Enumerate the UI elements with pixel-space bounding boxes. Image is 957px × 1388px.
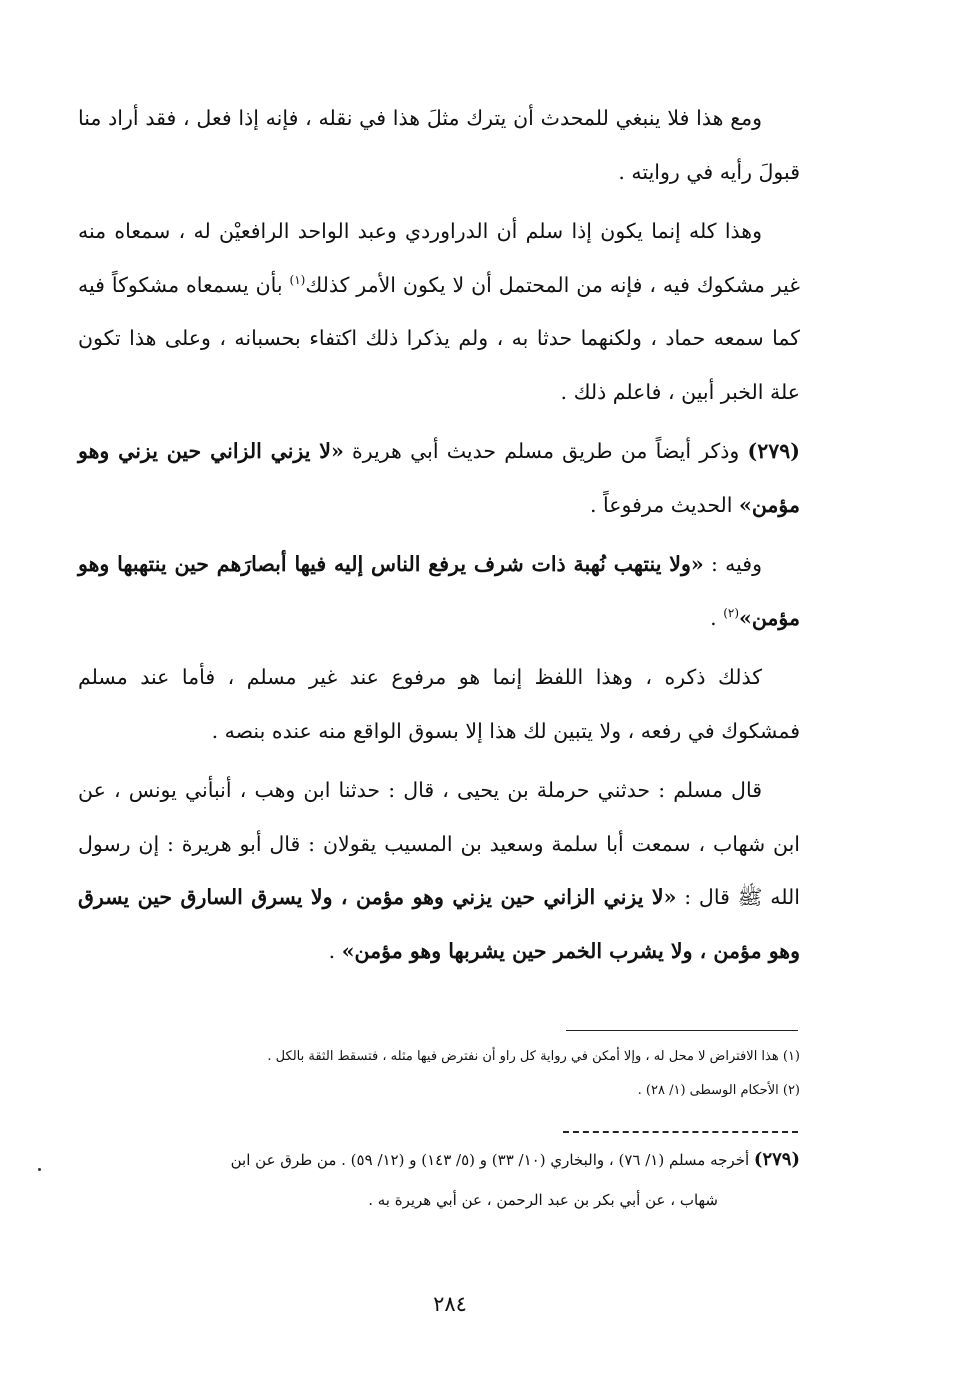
paragraph-5-text: كذلك ذكره ، وهذا اللفظ إنما هو مرفوع عند غير مسلم ، فأما عند مسلم فمشكوك في رفعه ، ولا يتبين لك هذا إلا بسوق الواقع منه عنده بنصه . <box>78 665 800 743</box>
footnote-ref-2[interactable]: (٢) <box>723 605 740 620</box>
footnotes <box>160 1040 800 1108</box>
paragraph-2-text-b: بأن يسمعاه مشكوكاً فيه كما سمعه حماد ، ولكنهما حدثا به ، ولم يذكرا ذلك اكتفاء بحسبانه ، وعلى هذا تكون علة الخبر أبين ، فاعلم ذلك . <box>78 272 800 404</box>
footnote-2: (٢) الأحكام الوسطى (١/ ٢٨) . <box>637 1083 800 1098</box>
hadith-number: (٢٧٩) <box>747 439 800 463</box>
paragraph-4-text-b: . <box>710 605 724 630</box>
paragraph-6-text-a: قال مسلم : حدثني حرملة بن يحيى ، قال : حدثنا ابن وهب ، أنبأني يونس ، عن ابن شهاب ، سمعت أبا سلمة وسعيد بن المسيب يقولان : قال أبو هريرة : إن رسول الله ﷺ قال : <box>78 778 800 909</box>
main-text <box>78 92 800 984</box>
hadith-279-paragraph <box>78 425 800 532</box>
scan-speck <box>38 1168 41 1171</box>
hadith-quote-3: «لا يزني الزاني حين يزني وهو مؤمن ، ولا يسرق السارق حين يسرق وهو مؤمن ، ولا يشرب الخمر حين يشربها وهو مؤمن» <box>78 885 800 963</box>
paragraph-4 <box>78 538 800 645</box>
source-note-separator <box>563 1131 798 1133</box>
paragraph-1-text: ومع هذا فلا ينبغي للمحدث أن يترك مثلَ هذا في نقله ، فإنه إذا فعل ، فقد أراد منا قبولَ رأيه في روايته . <box>78 106 800 184</box>
footnote-1: (١) هذا الافتراض لا محل له ، وإلا أمكن في رواية كل راو أن نفترض فيها مثله ، فتسقط الثقة بالكل . <box>267 1049 800 1064</box>
source-note-line-1 <box>82 1140 800 1180</box>
paragraph-5 <box>78 651 800 758</box>
source-notes <box>82 1140 800 1220</box>
page-number: ٢٨٤ <box>433 1292 467 1316</box>
paragraph-6 <box>78 764 800 978</box>
paragraph-1 <box>78 92 800 199</box>
source-note-line-2: شهاب ، عن أبي بكر بن عبد الرحمن ، عن أبي هريرة به . <box>368 1191 718 1209</box>
footnote-ref-1[interactable]: (١) <box>289 272 306 287</box>
footnote-separator <box>566 1030 798 1031</box>
source-note-text-1: أخرجه مسلم (١/ ٧٦) ، والبخاري (١٠/ ٣٣) و (٥/ ١٤٣) و (١٢/ ٥٩) . من طرق عن ابن <box>230 1151 754 1169</box>
source-note-number: (٢٧٩) <box>753 1149 800 1170</box>
hadith-279-text-a: وذكر أيضاً من طريق مسلم حديث أبي هريرة <box>343 439 748 463</box>
paragraph-2-text-a: وهذا كله إنما يكون إذا سلم أن الدراوردي وعبد الواحد الرافعيْن له ، سمعاه منه غير مشكوك فيه ، فإنه من المحتمل أن لا يكون الأمر كذلك <box>78 219 800 297</box>
paragraph-2 <box>78 205 800 419</box>
paragraph-4-text-a: وفيه : <box>703 552 762 576</box>
hadith-quote: «لا يزني الزاني حين يزني وهو مؤمن» <box>78 439 800 517</box>
paragraph-6-text-b: . <box>328 938 342 963</box>
hadith-279-text-b: الحديث مرفوعاً . <box>590 492 740 517</box>
hadith-quote-2: «ولا ينتهب نُهبة ذات شرف يرفع الناس إليه فيها أبصارَهم حين ينتهبها وهو مؤمن» <box>78 552 800 630</box>
